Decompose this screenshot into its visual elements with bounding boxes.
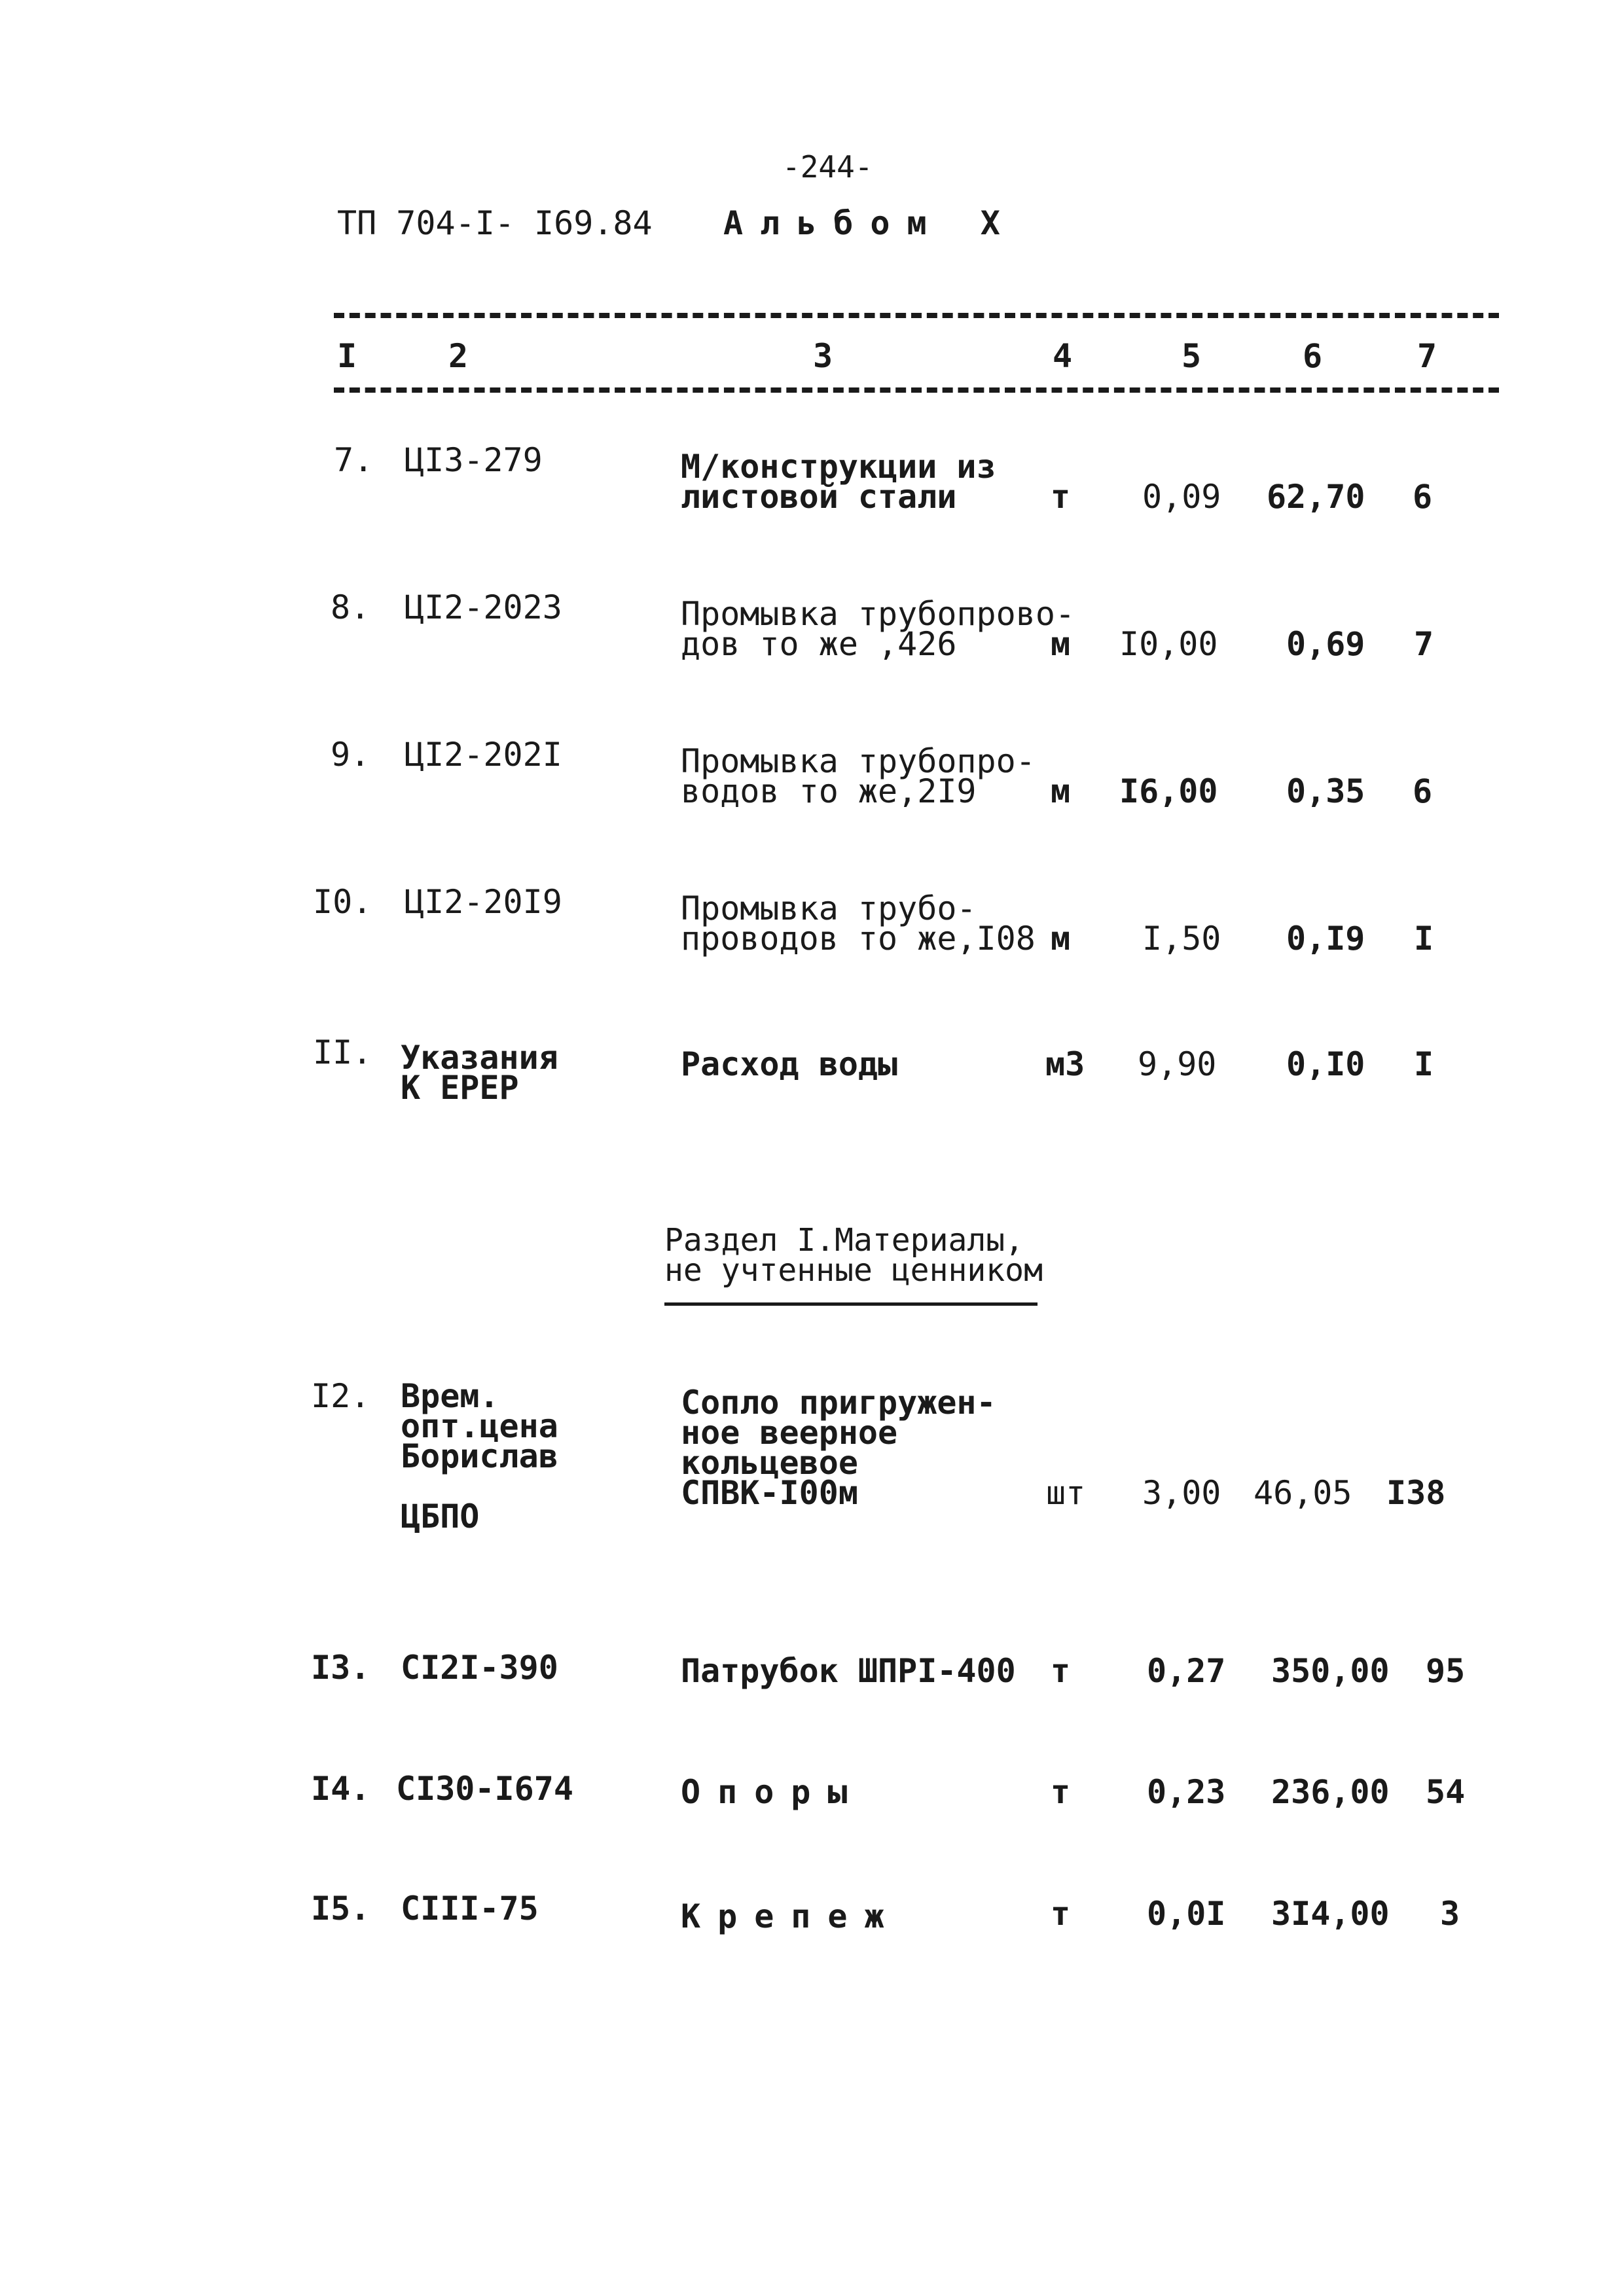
row-quantity: I,50 <box>1142 920 1221 958</box>
table-row <box>0 441 1624 550</box>
row-price: 3I4,00 <box>1271 1895 1390 1933</box>
row-total: 6 <box>1413 478 1433 516</box>
table-row <box>0 883 1624 992</box>
row-total: 3 <box>1440 1895 1460 1933</box>
row-total: 54 <box>1426 1773 1466 1811</box>
row-quantity: 9,90 <box>1138 1045 1217 1083</box>
row-description: Крепеж <box>681 1897 901 1935</box>
table-row <box>0 1033 1624 1142</box>
row-code: ЦI2-2023 <box>405 588 562 626</box>
section-title: Раздел I.Материалы, не учтенные ценником <box>664 1222 1043 1289</box>
row-price: 0,35 <box>1286 772 1365 810</box>
column-header-2: 2 <box>448 337 469 375</box>
row-code: ЦI2-20I9 <box>405 883 562 921</box>
row-description: Сопло пригружен- ное веерное кольцевое СПВК-I00м <box>681 1384 996 1512</box>
row-quantity: 3,00 <box>1142 1474 1221 1512</box>
table-row <box>0 1377 1624 1564</box>
column-header-3: 3 <box>813 337 833 375</box>
column-header-4: 4 <box>1053 337 1073 375</box>
row-number: I0. <box>313 883 372 921</box>
row-number: 7. <box>334 441 374 479</box>
row-code: Врем. опт.цена Борислав ЦБПО <box>401 1377 558 1535</box>
row-total: I <box>1414 1045 1434 1083</box>
row-code: ЦI3-279 <box>405 441 543 479</box>
row-unit: т <box>1051 1773 1071 1811</box>
row-price: 62,70 <box>1267 478 1365 516</box>
album-title: Альбом X <box>723 204 1017 242</box>
row-number: I2. <box>311 1377 370 1415</box>
table-row <box>0 736 1624 844</box>
column-header-7: 7 <box>1417 337 1437 375</box>
table-row <box>0 1649 1624 1757</box>
row-price: 0,69 <box>1286 625 1365 663</box>
row-quantity: 0,09 <box>1142 478 1221 516</box>
row-code: CI30-I674 <box>396 1770 573 1808</box>
row-unit: м3 <box>1045 1045 1085 1083</box>
row-price: 46,05 <box>1254 1474 1352 1512</box>
column-header-1: I <box>337 337 357 375</box>
row-price: 236,00 <box>1271 1773 1390 1811</box>
row-code: ЦI2-202I <box>405 736 562 774</box>
row-total: 95 <box>1426 1652 1466 1690</box>
row-quantity: 0,27 <box>1147 1652 1226 1690</box>
row-total: 7 <box>1414 625 1434 663</box>
row-code: CI2I-390 <box>401 1649 558 1687</box>
table-row <box>0 1890 1624 1998</box>
row-total: 6 <box>1413 772 1433 810</box>
row-description: Патрубок ШПРI-400 <box>681 1652 1016 1690</box>
row-price: 0,I0 <box>1286 1045 1365 1083</box>
row-description: Расход воды <box>681 1045 898 1083</box>
row-number: I4. <box>311 1770 370 1808</box>
row-quantity: 0,0I <box>1147 1895 1226 1933</box>
row-unit: м <box>1051 920 1071 958</box>
row-total: I <box>1414 920 1434 958</box>
row-description: М/конструкции из листовой стали <box>681 448 996 516</box>
row-number: I5. <box>311 1890 370 1928</box>
table-top-divider <box>334 313 1499 318</box>
section-underline <box>664 1302 1038 1306</box>
row-quantity: 0,23 <box>1147 1773 1226 1811</box>
row-unit: т <box>1051 478 1071 516</box>
row-unit: м <box>1051 772 1071 810</box>
row-number: II. <box>313 1033 372 1071</box>
document-code: ТП 704-I- I69.84 <box>337 204 653 242</box>
row-price: 350,00 <box>1271 1652 1390 1690</box>
column-header-5: 5 <box>1182 337 1202 375</box>
row-description: Промывка трубопро- водов то же,2I9 <box>681 742 1036 810</box>
row-number: I3. <box>311 1649 370 1687</box>
column-header-6: 6 <box>1303 337 1323 375</box>
row-total: I38 <box>1386 1474 1446 1512</box>
row-description: Промывка трубопрово- дов то же ,426 <box>681 595 1075 663</box>
table-header-divider <box>334 387 1499 393</box>
row-number: 8. <box>331 588 370 626</box>
row-description: Опоры <box>681 1773 865 1811</box>
row-price: 0,I9 <box>1286 920 1365 958</box>
row-unit: шт <box>1046 1474 1086 1512</box>
row-code: Указания К ЕРЕР <box>401 1039 558 1107</box>
table-row <box>0 588 1624 697</box>
table-row <box>0 1770 1624 1878</box>
row-number: 9. <box>331 736 370 774</box>
page-number: -244- <box>782 149 873 185</box>
row-quantity: I6,00 <box>1119 772 1218 810</box>
row-code: CIII-75 <box>401 1890 539 1928</box>
row-description: Промывка трубо- проводов то же,I08 <box>681 889 1036 958</box>
row-quantity: I0,00 <box>1119 625 1218 663</box>
row-unit: т <box>1051 1895 1071 1933</box>
row-unit: т <box>1051 1652 1071 1690</box>
row-unit: м <box>1051 625 1071 663</box>
